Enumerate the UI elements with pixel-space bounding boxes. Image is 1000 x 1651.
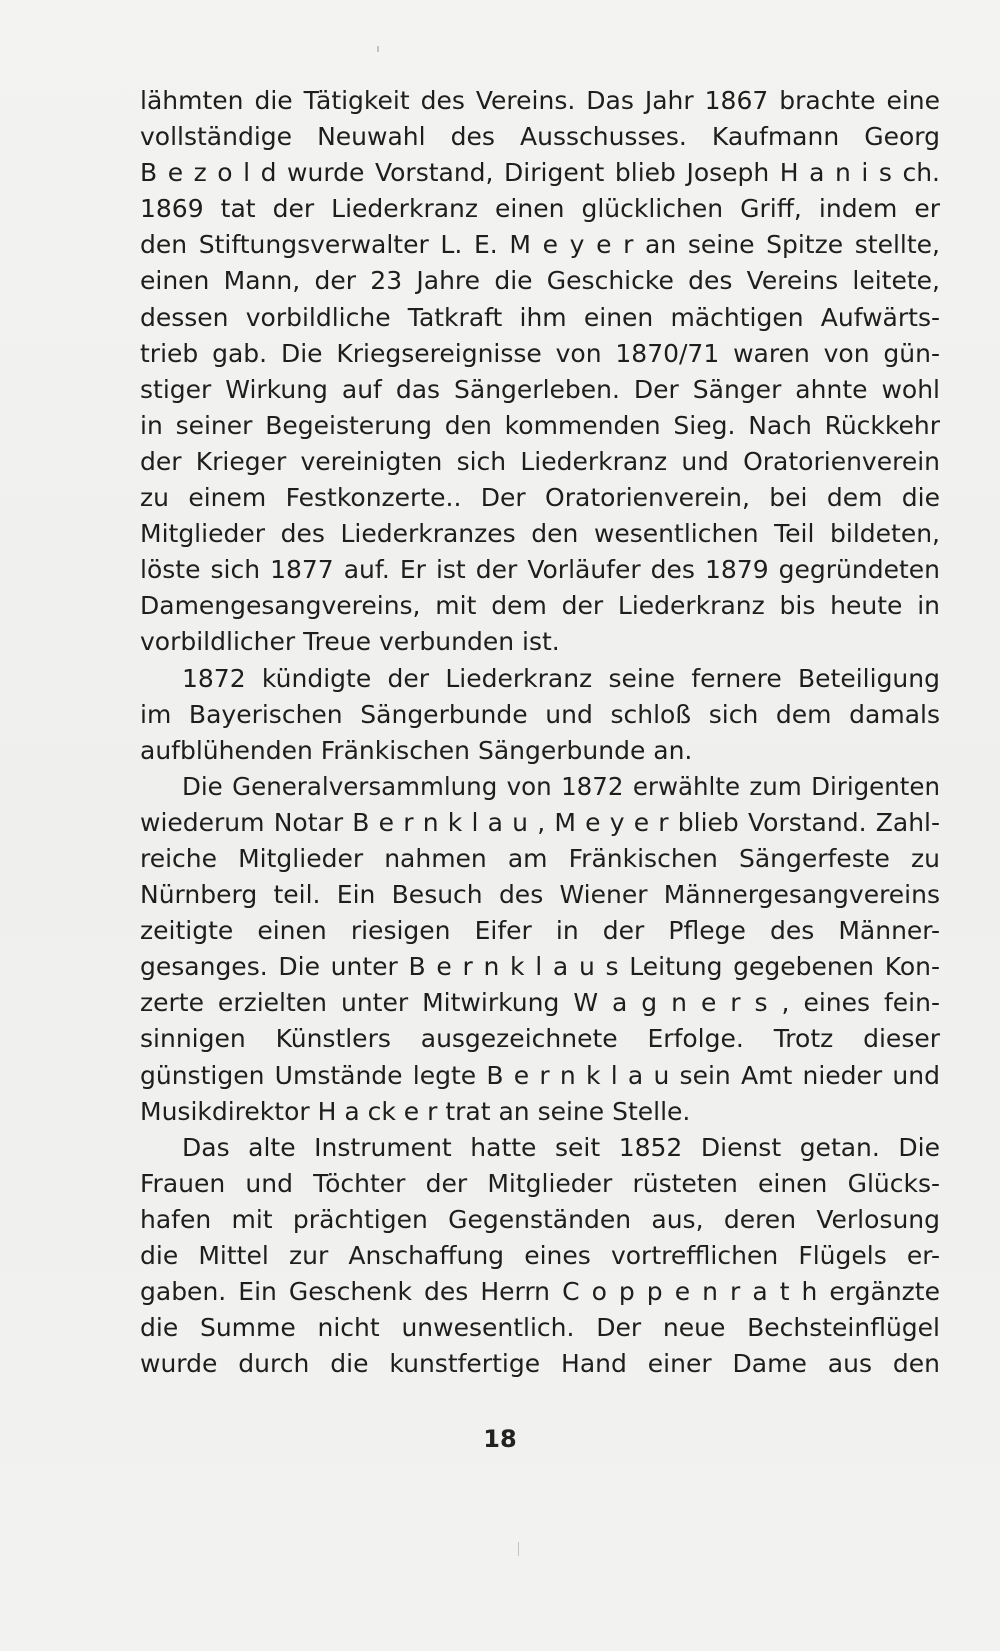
text-line: Das alte Instrument hatte seit 1852 Dienst getan. Die (182, 1132, 940, 1162)
text-line: Mitglieder des Liederkranzes den wesentlichen Teil bildeten, (140, 519, 940, 549)
text-line: 1872 kündigte der Liederkranz seine fernere Beteiligung (182, 663, 940, 693)
text-line: in seiner Begeisterung den kommenden Sieg. Nach Rückkehr (140, 410, 940, 440)
text-line: günstigen Umstände legte B e r n k l a u sein Amt nieder und (140, 1060, 940, 1090)
text-line: B e z o l d wurde Vorstand, Dirigent blieb Joseph H a n i s ch. (140, 158, 940, 188)
paper-speck (518, 1542, 519, 1556)
text-line: aufblühenden Fränkischen Sängerbunde an. (140, 735, 693, 765)
text-line: vorbildlicher Treue verbunden ist. (140, 627, 560, 657)
text-line: reiche Mitglieder nahmen am Fränkischen Sängerfeste zu (140, 843, 940, 873)
text-line: Frauen und Töchter der Mitglieder rüsteten einen Glücks- (140, 1168, 940, 1198)
text-line: der Krieger vereinigten sich Liederkranz und Oratorienverein (140, 446, 940, 476)
text-line: Damengesangvereins, mit dem der Liederkranz bis heute in (140, 591, 940, 621)
paper-speck (377, 46, 379, 52)
text-line: zeitigte einen riesigen Eifer in der Pflege des Männer- (140, 916, 940, 946)
text-line: Musikdirektor H a ck e r trat an seine Stelle. (140, 1096, 691, 1126)
text-line: stiger Wirkung auf das Sängerleben. Der Sänger ahnte wohl (140, 374, 940, 404)
text-line: dessen vorbildliche Tatkraft ihm einen mächtigen Aufwärts- (140, 302, 940, 332)
text-line: hafen mit prächtigen Gegenständen aus, deren Verlosung (140, 1204, 940, 1234)
text-line: Nürnberg teil. Ein Besuch des Wiener Männergesangvereins (140, 880, 940, 910)
text-line: gaben. Ein Geschenk des Herrn C o p p e n r a t h ergänzte (140, 1277, 940, 1307)
text-line: die Mittel zur Anschaffung eines vortrefflichen Flügels er- (140, 1241, 940, 1270)
text-line: zu einem Festkonzerte.. Der Oratorienverein, bei dem die (140, 483, 940, 513)
text-line: sinnigen Künstlers ausgezeichnete Erfolge. Trotz dieser (140, 1024, 940, 1054)
page-number: 18 (483, 1425, 517, 1453)
text-line: wiederum Notar B e r n k l a u , M e y e r blieb Vorstand. Zahl- (140, 807, 940, 837)
text-line: die Summe nicht unwesentlich. Der neue Bechsteinflügel (140, 1313, 940, 1343)
text-line: wurde durch die kunstfertige Hand einer Dame aus den (140, 1349, 940, 1379)
text-line: gesanges. Die unter B e r n k l a u s Leitung gegebenen Kon- (140, 952, 940, 982)
text-line: lähmten die Tätigkeit des Vereins. Das Jahr 1867 brachte eine (140, 86, 940, 115)
text-line: zerte erzielten unter Mitwirkung W a g n e r s , eines fein- (140, 988, 940, 1018)
text-line: Die Generalversammlung von 1872 erwählte zum Dirigenten (182, 771, 940, 801)
text-line: einen Mann, der 23 Jahre die Geschicke des Vereins leitete, (140, 266, 940, 296)
text-line: trieb gab. Die Kriegsereignisse von 1870/71 waren von gün- (140, 338, 940, 368)
body-text (140, 83, 940, 1382)
text-line: den Stiftungsverwalter L. E. M e y e r an seine Spitze stellte, (140, 230, 940, 260)
text-line: 1869 tat der Liederkranz einen glücklichen Griff, indem er (140, 194, 940, 224)
text-line: löste sich 1877 auf. Er ist der Vorläufer des 1879 gegründeten (140, 555, 940, 585)
text-line: vollständige Neuwahl des Ausschusses. Kaufmann Georg (140, 122, 940, 152)
text-line: im Bayerischen Sängerbunde und schloß sich dem damals (140, 699, 940, 729)
